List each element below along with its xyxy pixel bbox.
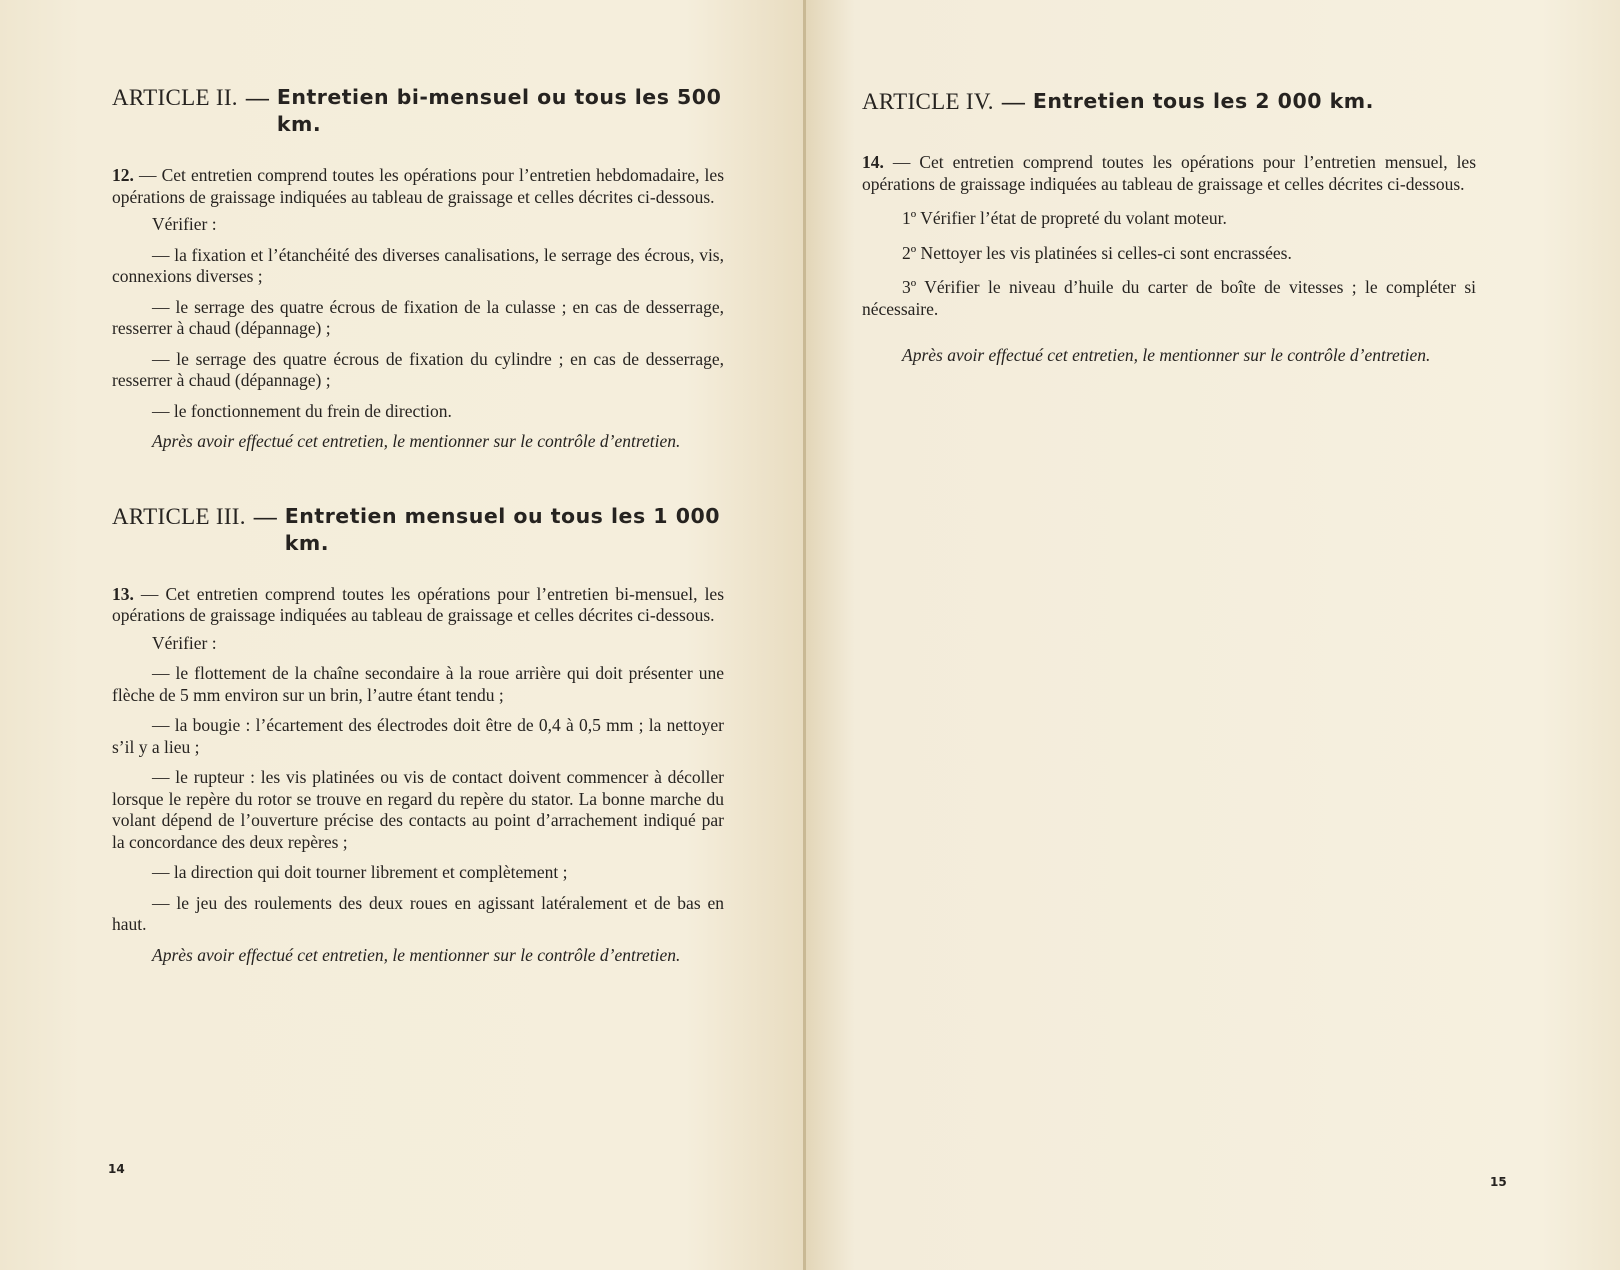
right-page-content [862, 88, 1476, 367]
list-item: — la direction qui doit tourner librement et complètement ; [152, 862, 568, 882]
article-label: ARTICLE II. [112, 85, 238, 110]
page-number: 15 [1490, 1175, 1507, 1189]
paragraph-13 [112, 584, 724, 627]
paragraph-text: — Cet entretien comprend toutes les opérations pour l’entretien bi-mensuel, les opérations de graissage indiquées au tableau de graissage et celles décrites ci-dessous. [112, 583, 725, 625]
list-item: — le serrage des quatre écrous de fixation du cylindre ; en cas de desserrage, resserrer à chaud (dépannage) ; [112, 348, 724, 390]
article-label: ARTICLE IV. [862, 89, 994, 114]
article-label: ARTICLE III. [112, 503, 246, 529]
article-title: Entretien bi-mensuel ou tous les 500 km. [276, 85, 722, 136]
paragraph-12 [112, 165, 724, 208]
page-number: 14 [108, 1162, 125, 1176]
heading-dash: — [1001, 89, 1025, 114]
verify-label: Vérifier : [152, 214, 217, 234]
list-item: 2º Nettoyer les vis platinées si celles-ci sont encrassées. [902, 242, 1292, 263]
list-item: — la fixation et l’étanchéité des diverses canalisations, le serrage des écrous, vis, connexions diverses ; [112, 244, 724, 286]
article-3-heading [112, 503, 724, 557]
closing-note: Après avoir effectué cet entretien, le mentionner sur le contrôle d’entretien. [152, 431, 681, 451]
list-item: 3º Vérifier le niveau d’huile du carter de boîte de vitesses ; le compléter si nécessaire. [862, 277, 1476, 319]
heading-dash: — [245, 85, 269, 110]
verify-label: Vérifier : [152, 632, 217, 653]
paragraph-number: 13. [112, 583, 134, 604]
list-item: — le rupteur : les vis platinées ou vis de contact doivent commencer à décoller lorsque le repère du rotor se trouve en regard du repère du stator. La bonne marche du volant dépend de l’ouverture précise des contacts au point d’arrachement indiqué par la concordance des deux repères ; [112, 767, 724, 852]
article-title: Entretien tous les 2 000 km. [1032, 89, 1374, 113]
right-page [806, 0, 1620, 1270]
paragraph-text: — Cet entretien comprend toutes les opérations pour l’entretien mensuel, les opérations de graissage indiquées au tableau de graissage et celles décrites ci-dessous. [862, 152, 1477, 194]
list-item: — le serrage des quatre écrous de fixation de la culasse ; en cas de desserrage, resserrer à chaud (dépannage) ; [112, 296, 724, 338]
left-page-content [112, 84, 724, 966]
paragraph-number: 14. [862, 152, 884, 172]
list-item: — la bougie : l’écartement des électrodes doit être de 0,4 à 0,5 mm ; la nettoyer s’il y a lieu ; [112, 715, 724, 757]
list-item: — le jeu des roulements des deux roues en agissant latéralement et de bas en haut. [112, 892, 724, 934]
list-item: — le flottement de la chaîne secondaire à la roue arrière qui doit présenter une flèche de 5 mm environ sur un brin, l’autre étant tendu ; [112, 663, 724, 705]
paragraph-number: 12. [112, 165, 134, 185]
list-item: — le fonctionnement du frein de direction. [152, 400, 452, 421]
article-title: Entretien mensuel ou tous les 1 000 km. [284, 503, 720, 555]
closing-note: Après avoir effectué cet entretien, le mentionner sur le contrôle d’entretien. [902, 345, 1431, 365]
article-2-heading [112, 84, 724, 138]
left-page [0, 0, 806, 1270]
paragraph-text: — Cet entretien comprend toutes les opérations pour l’entretien hebdomadaire, les opérations de graissage indiquées au tableau de graissage et celles décrites ci-dessous. [112, 165, 724, 207]
heading-dash: — [253, 503, 277, 529]
closing-note: Après avoir effectué cet entretien, le mentionner sur le contrôle d’entretien. [152, 944, 681, 965]
paragraph-14 [862, 152, 1476, 195]
article-4-heading [862, 88, 1476, 115]
list-item: 1º Vérifier l’état de propreté du volant moteur. [902, 208, 1227, 228]
